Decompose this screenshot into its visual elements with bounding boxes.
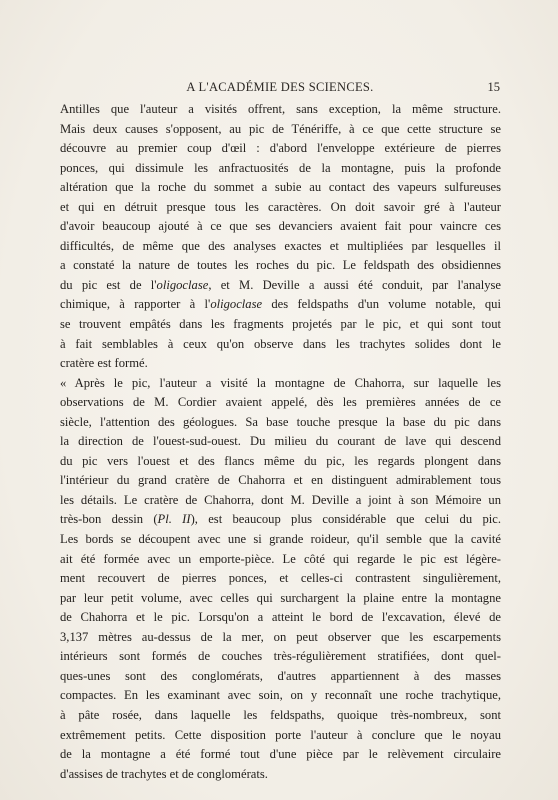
text-line: Antilles que l'auteur a visités offrent, sans exception, la même structure. — [60, 102, 501, 116]
text-line: « Après le pic, l'auteur a visité la montagne de Chahorra, sur laquelle les — [60, 375, 501, 390]
text-line: a constaté la nature de toutes les roches du pic. Le feldspath des obsidiennes — [60, 258, 501, 273]
text-line: d'assises de trachytes et de conglomérats. — [60, 766, 268, 781]
text-line: du pic vers l'ouest et des flancs même du pic, les regards plongent dans — [60, 453, 501, 468]
text-line: du pic est de l'oligoclase, et M. Deville a aussi été conduit, par l'analyse — [60, 277, 501, 292]
text-line: Mais deux causes s'opposent, au pic de Ténériffe, à ce que cette structure se — [60, 121, 501, 136]
text-line: très-bon dessin (Pl. II), est beaucoup plus considérable que celui du pic. — [60, 512, 501, 527]
text-line: extrêmement petits. Cette disposition porte l'auteur à conclure que le noyau — [60, 727, 501, 742]
text-line: à pâte rosée, dans laquelle les feldspaths, quoique très-nombreux, sont — [60, 707, 501, 722]
text-line: siècle, l'attention des géologues. Sa base touche presque la base du pic dans — [60, 414, 501, 429]
text-line: se trouvent empâtés dans les fragments projetés par le pic, et qui sont tout — [60, 317, 501, 332]
text-line: observations de M. Cordier avaient appelé, dès les premières années de ce — [60, 395, 501, 410]
text-line: 3,137 mètres au-dessus de la mer, on peut observer que les escarpements — [60, 629, 501, 644]
text-line: découvre au premier coup d'œil : d'abord l'enveloppe extérieure de pierres — [60, 141, 501, 156]
text-line: ponces, qui dissimule les anfractuosités de la montagne, puis la profonde — [60, 160, 501, 175]
text-line: ment recouvert de pierres ponces, et celles-ci contrastent singulièrement, — [60, 571, 501, 586]
text-line: cratère est formé. — [60, 356, 148, 371]
text-line: difficultés, de même que des analyses exactes et multipliées par lesquelles il — [60, 238, 501, 253]
text-line: compactes. En les examinant avec soin, on y reconnaît une roche trachytique, — [60, 688, 501, 703]
text-line: ques-unes sont des conglomérats, d'autres appartiennent à des masses — [60, 668, 501, 683]
text-line: de Chahorra et le pic. Lorsqu'on a atteint le bord de l'excavation, élevé de — [60, 610, 501, 625]
text-line: la direction de l'ouest-sud-ouest. Du milieu du courant de lave qui descend — [60, 434, 501, 449]
text-line: Les bords se découpent avec une si grande roideur, qu'il semble que la cavité — [60, 532, 501, 547]
text-line: par leur petit volume, avec celles qui surchargent la plaine entre la montagne — [60, 590, 501, 605]
text-line: intérieurs sont formés de couches très-régulièrement stratifiées, dont quel- — [60, 649, 501, 664]
text-line: les détails. Le cratère de Chahorra, dont M. Deville a joint à son Mémoire un — [60, 492, 501, 507]
text-line: chimique, à rapporter à l'oligoclase des feldspaths d'un volume notable, qui — [60, 297, 501, 312]
text-line: altération que la roche du sommet a subie au contact des vapeurs sulfureuses — [60, 180, 501, 195]
page-number: 15 — [487, 80, 500, 94]
paragraph — [60, 100, 501, 374]
paragraph — [60, 374, 501, 784]
text-line: d'avoir beaucoup ajouté à ce que ses devanciers avaient fait pour vaincre ces — [60, 219, 501, 234]
text-line: à fait semblables à ceux qu'on observe dans les trachytes solides dont le — [60, 336, 501, 351]
body-text — [60, 100, 501, 784]
running-head: A L'ACADÉMIE DES SCIENCES. — [186, 80, 374, 94]
text-line: et qui en détruit presque tous les caractères. On doit savoir gré à l'auteur — [60, 199, 501, 214]
text-line: ait été formée avec un emporte-pièce. Le côté qui regarde le pic est légère- — [60, 551, 501, 566]
text-line: l'intérieur du grand cratère de Chahorra et en distinguent admirablement tous — [60, 473, 501, 488]
text-line: de la montagne a été formé tout d'une pièce par le relèvement circulaire — [60, 747, 501, 762]
page-header — [60, 80, 500, 98]
